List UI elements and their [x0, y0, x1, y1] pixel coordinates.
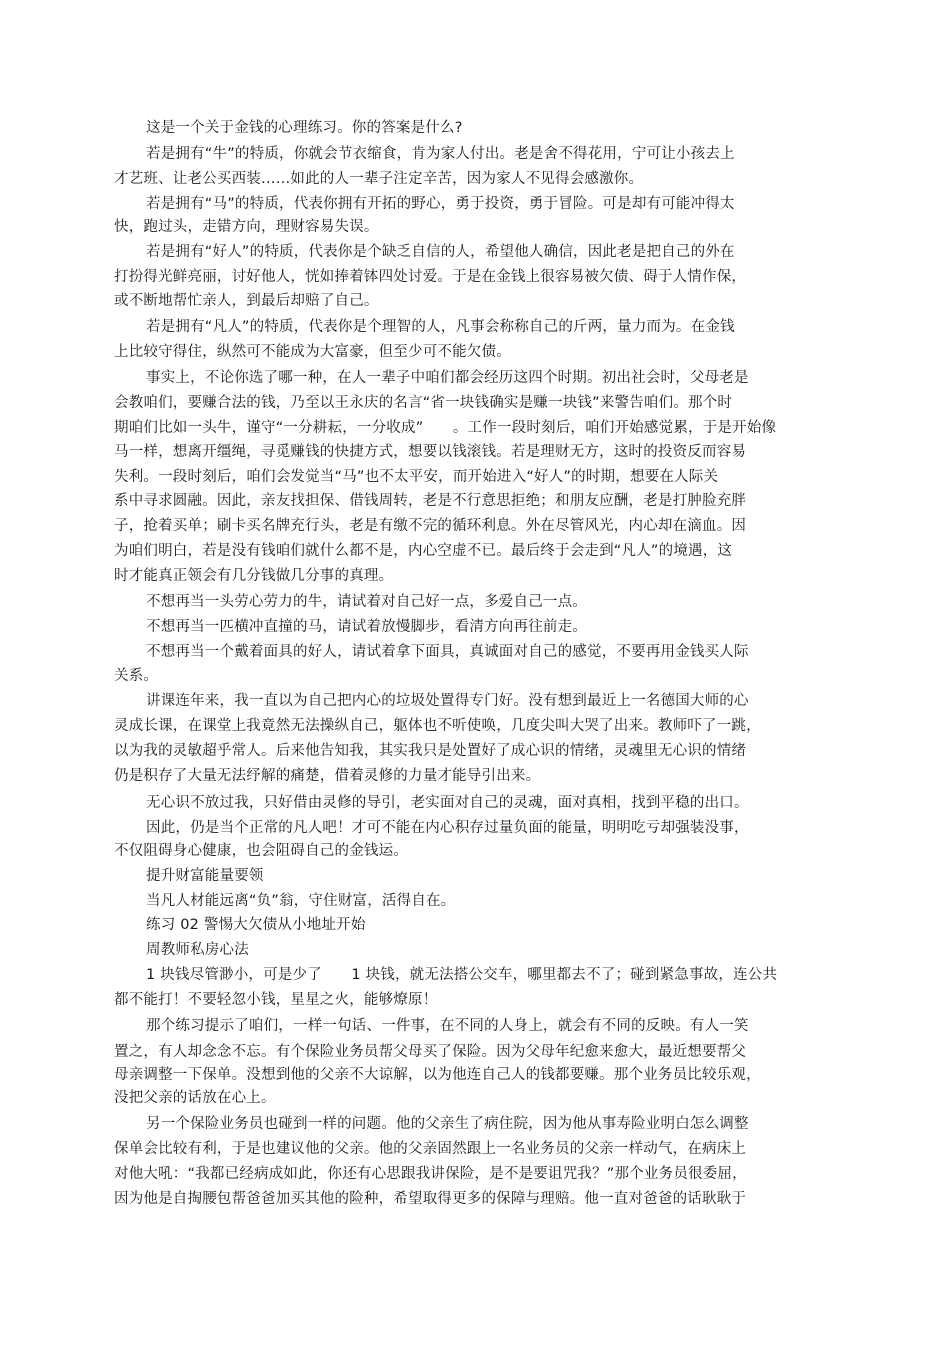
paragraph-line: 事实上，不论你选了哪一种，在人一辈子中咱们都会经历这四个时期。初出社会时，父母老是	[146, 370, 749, 386]
paragraph-line: 不想再当一个戴着面具的好人，请试着拿下面具，真诚面对自己的感觉，不要再用金钱买人际	[146, 644, 749, 660]
section-heading: 练习 02 警惕大欠债从小地址开始	[146, 917, 366, 933]
paragraph-line: 因为他是自掏腰包帮爸爸加买其他的险种，希望取得更多的保障与理赔。他一直对爸爸的话耿耿于	[114, 1191, 747, 1207]
paragraph-line: 仍是积存了大量无法纾解的痛楚，借着灵修的力量才能导引出来。	[114, 768, 541, 784]
paragraph-line: 保单会比较有利，于是也建议他的父亲。他的父亲固然跟上一名业务员的父亲一样动气，在病床上	[114, 1141, 747, 1157]
paragraph-line: 若是拥有“牛”的特质，你就会节衣缩食，肯为家人付出。老是舍不得花用，宁可让小孩去上	[146, 146, 735, 162]
paragraph-line: 时才能真正领会有几分钱做几分事的真理。	[114, 568, 394, 584]
paragraph-line: 子，抢着买单；刷卡买名牌充行头，老是有缴不完的循环利息。外在尽管风光，内心却在滴血。因	[114, 518, 747, 534]
paragraph-line: 不仅阻碍身心健康，也会阻碍自己的金钱运。	[114, 843, 408, 859]
paragraph-line: 没把父亲的话放在心上。	[114, 1090, 276, 1106]
paragraph-line: 母亲调整一下保单。没想到他的父亲不大谅解，以为他连自己人的钱都要赚。那个业务员比较乐观，	[114, 1067, 761, 1083]
paragraph-line: 失利。一段时刻后，咱们会发觉当“马”也不太平安，而开始进入“好人”的时期，想要在人际关	[114, 469, 719, 485]
paragraph-line: 1 块钱尽管渺小，可是少了 1 块钱，就无法搭公交车，哪里都去不了；碰到紧急事故，连公共	[146, 967, 778, 983]
paragraph-line: 才艺班、让老公买西装……如此的人一辈子注定辛苦，因为家人不见得会感激你。	[114, 171, 644, 187]
paragraph-line: 上比较守得住，纵然可不能成为大富豪，但至少可不能欠债。	[114, 344, 511, 360]
paragraph-line: 不想再当一匹横冲直撞的马，请试着放慢脚步，看清方向再往前走。	[146, 619, 587, 635]
section-heading: 提升财富能量要领	[146, 868, 264, 884]
paragraph-line: 这是一个关于金钱的心理练习。你的答案是什么?	[146, 120, 463, 136]
paragraph-line: 无心识不放过我，只好借由灵修的导引，老实面对自己的灵魂，面对真相，找到平稳的出口。	[146, 795, 749, 811]
paragraph-line: 都不能打！不要轻忽小钱，星星之火，能够燎原！	[114, 992, 438, 1008]
paragraph-line: 若是拥有“马”的特质，代表你拥有开拓的野心，勇于投资，勇于冒险。可是却有可能冲得太	[146, 196, 735, 212]
paragraph-line: 当凡人材能远离“负”翁，守住财富，活得自在。	[146, 893, 456, 909]
paragraph-line: 系中寻求圆融。因此，亲友找担保、借钱周转，老是不行意思拒绝；和朋友应酬，老是打肿脸充胖	[114, 493, 747, 509]
paragraph-line: 讲课连年来，我一直以为自己把内心的垃圾处置得专门好。没有想到最近上一名德国大师的心	[146, 693, 749, 709]
paragraph-line: 关系。	[114, 668, 159, 684]
paragraph-line: 若是拥有“凡人”的特质，代表你是个理智的人，凡事会称称自己的斤两，量力而为。在金钱	[146, 319, 735, 335]
paragraph-line: 因此，仍是当个正常的凡人吧！才可不能在内心积存过量负面的能量，明明吃亏却强装没事，	[146, 820, 749, 836]
paragraph-line: 快，跑过头，走错方向，理财容易失误。	[114, 219, 379, 235]
paragraph-line: 马一样，想离开缰绳，寻觅赚钱的快捷方式，想要以钱滚钱。若是理财无方，这时的投资反而容易	[114, 444, 747, 460]
paragraph-line: 若是拥有“好人”的特质，代表你是个缺乏自信的人，希望他人确信，因此老是把自己的外在	[146, 244, 735, 260]
paragraph-line: 不想再当一头劳心劳力的牛，请试着对自己好一点，多爱自己一点。	[146, 594, 587, 610]
paragraph-line: 会教咱们，要赚合法的钱，乃至以王永庆的名言“省一块钱确实是赚一块钱”来警告咱们。那个时	[114, 395, 733, 411]
paragraph-line: 对他大吼：“我都已经病成如此，你还有心思跟我讲保险，是不是要诅咒我？”那个业务员很委屈，	[114, 1166, 747, 1182]
paragraph-line: 灵成长课，在课堂上我竟然无法操纵自己，躯体也不听使唤，几度尖叫大哭了出来。教师吓了一跳，	[114, 718, 761, 734]
section-heading: 周教师私房心法	[146, 942, 249, 958]
paragraph-line: 为咱们明白，若是没有钱咱们就什么都不是，内心空虚不已。最后终于会走到“凡人”的境遇，这	[114, 543, 733, 559]
paragraph-line: 期咱们比如一头牛，谨守“一分耕耘，一分收成” 。工作一段时刻后，咱们开始感觉累，于是开始像	[114, 420, 777, 436]
paragraph-line: 或不断地帮忙亲人，到最后却赔了自己。	[114, 293, 379, 309]
paragraph-line: 那个练习提示了咱们，一样一句话、一件事，在不同的人身上，就会有不同的反映。有人一笑	[146, 1018, 749, 1034]
paragraph-line: 打扮得光鲜亮丽，讨好他人，恍如捧着钵四处讨爱。于是在金钱上很容易被欠债、碍于人情作保，	[114, 269, 747, 285]
paragraph-line: 置之，有人却念念不忘。有个保险业务员帮父母买了保险。因为父母年纪愈来愈大，最近想要帮父	[114, 1044, 747, 1060]
paragraph-line: 另一个保险业务员也碰到一样的问题。他的父亲生了病住院，因为他从事寿险业明白怎么调整	[146, 1116, 749, 1132]
paragraph-line: 以为我的灵敏超乎常人。后来他告知我，其实我只是处置好了成心识的情绪，灵魂里无心识的情绪	[114, 743, 747, 759]
